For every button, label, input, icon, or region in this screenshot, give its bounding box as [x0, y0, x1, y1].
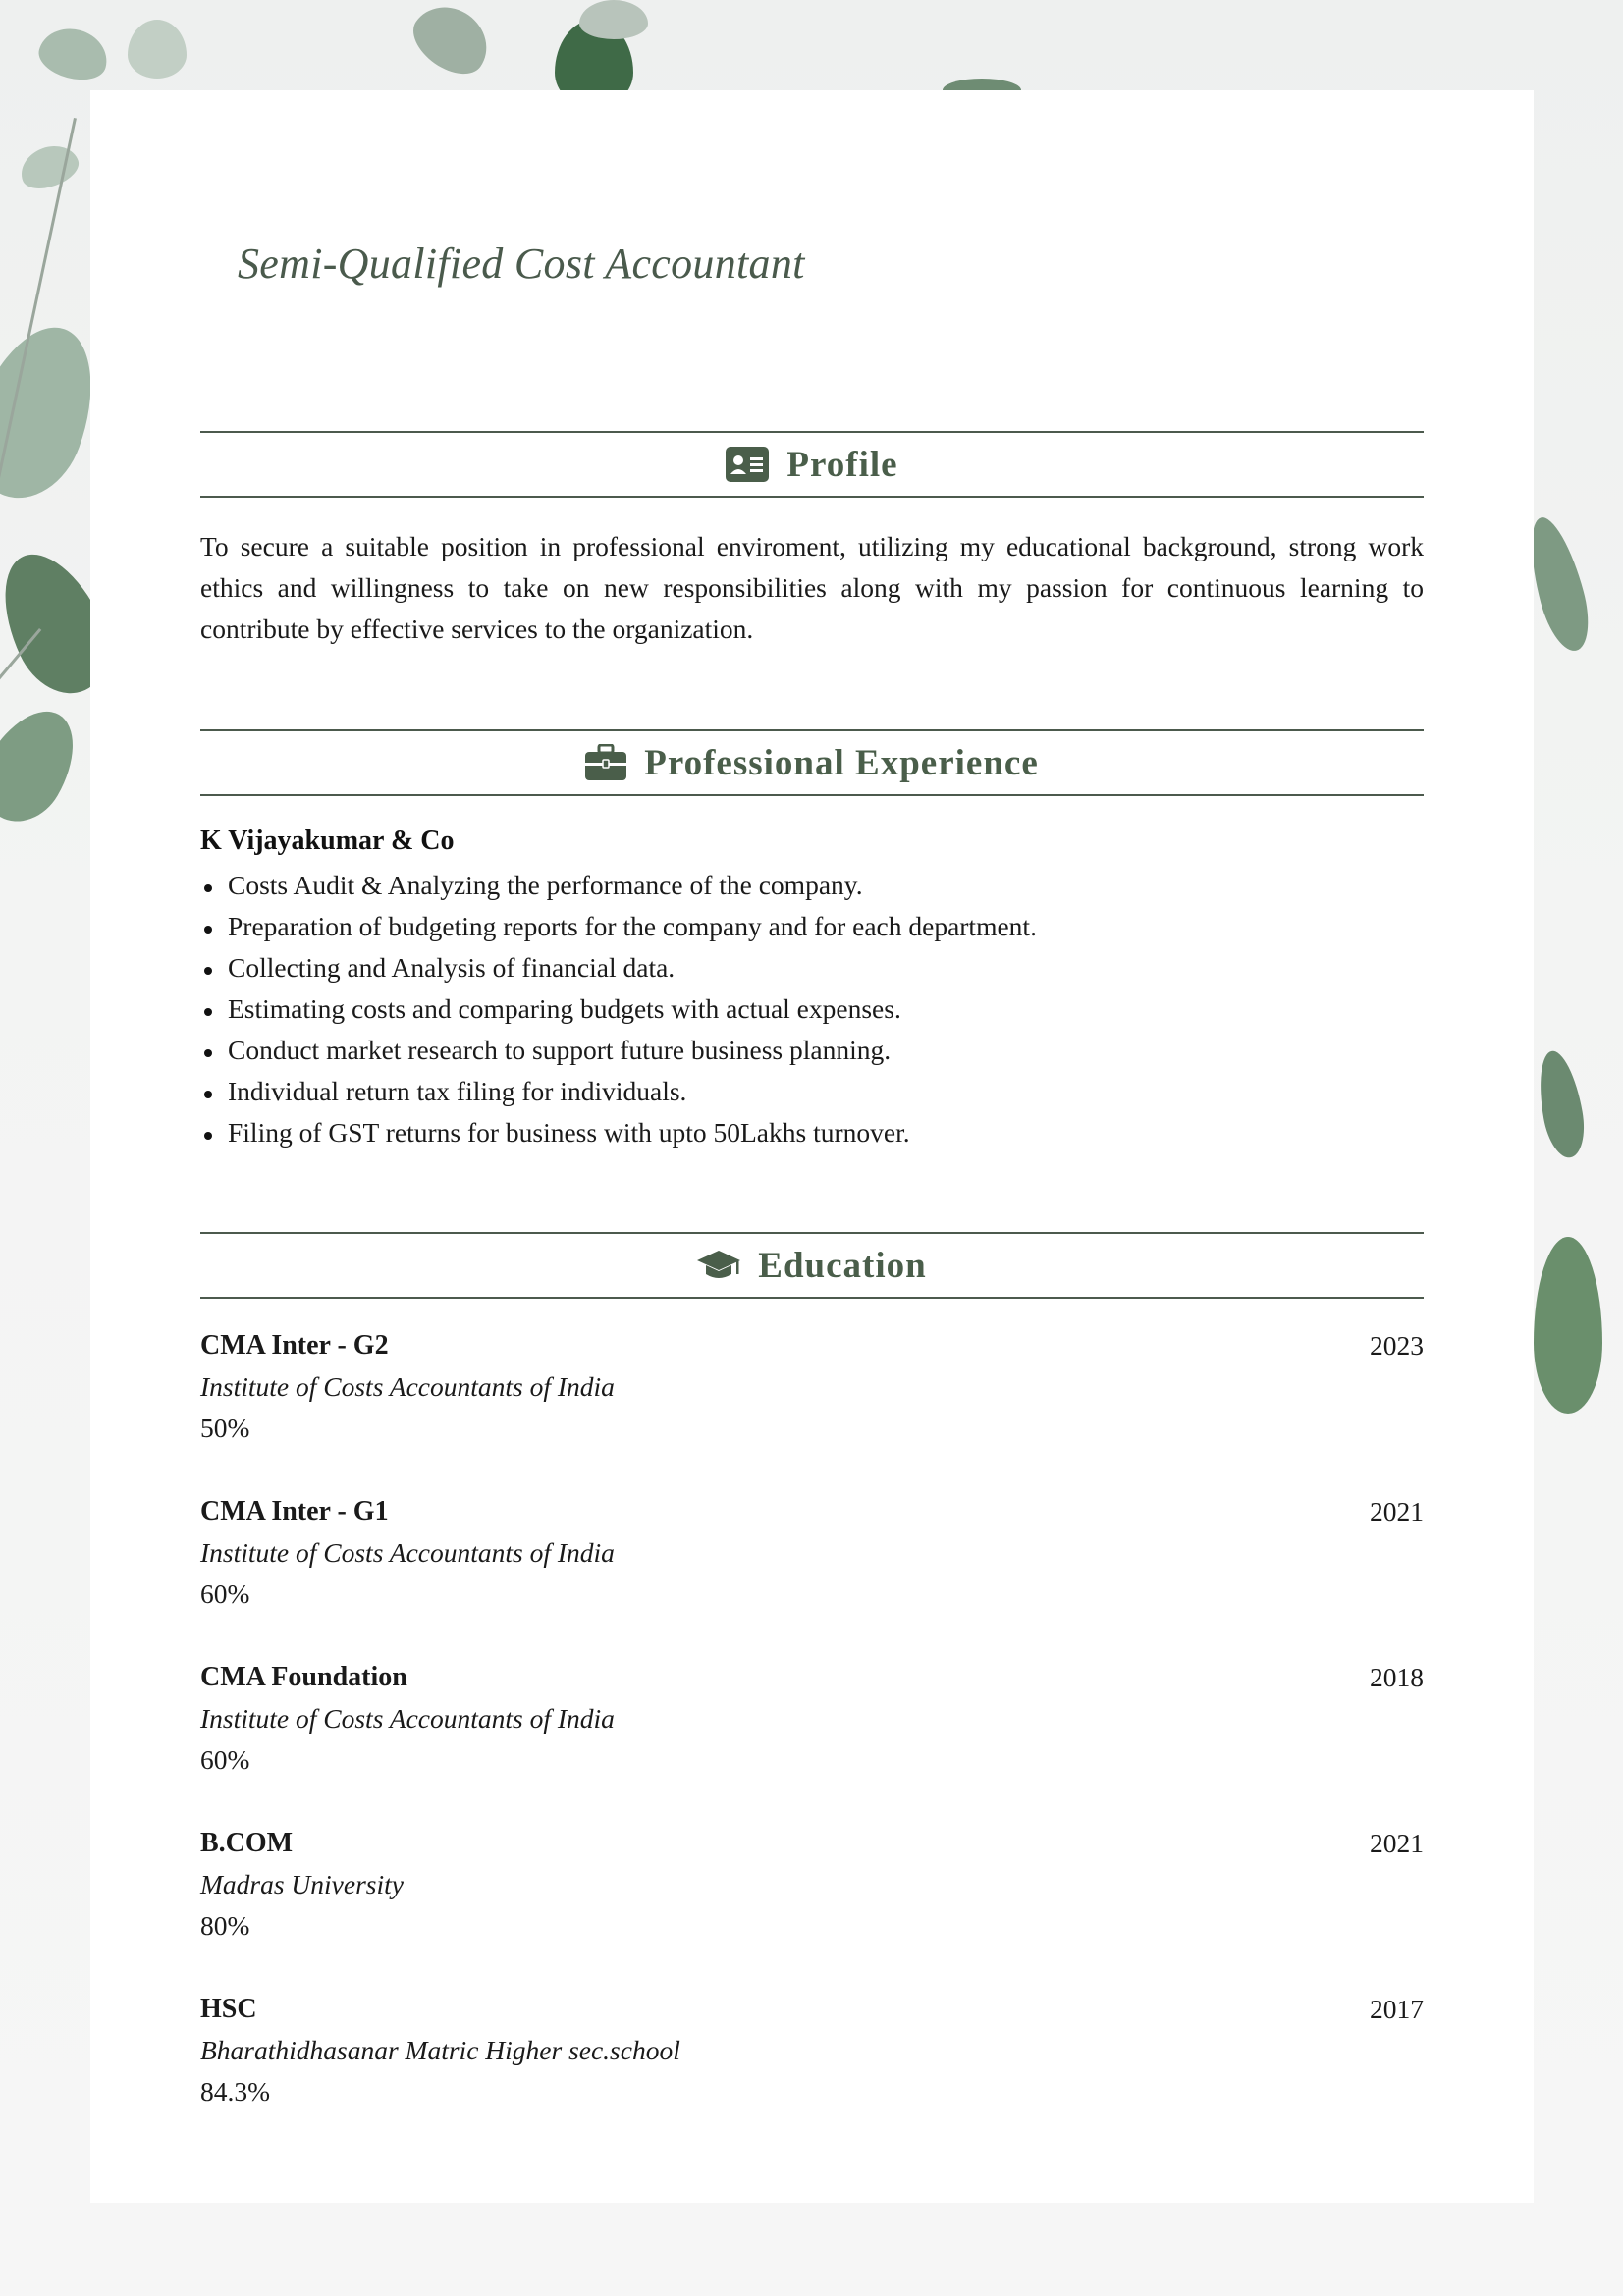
education-entry	[200, 1823, 1424, 1947]
institution-name: Institute of Costs Accountants of India	[200, 1371, 615, 1402]
profile-heading: Profile	[786, 444, 898, 485]
education-entry	[200, 1989, 1424, 2112]
degree-year: 2021	[1370, 1828, 1424, 1858]
list-item: Costs Audit & Analyzing the performance of the company.	[200, 865, 1037, 906]
experience-heading: Professional Experience	[644, 742, 1039, 783]
list-item: Conduct market research to support future business planning.	[200, 1030, 1037, 1071]
profile-section-header	[200, 431, 1424, 498]
education-entry	[200, 1325, 1424, 1449]
score: 80%	[200, 1910, 250, 1941]
score: 84.3%	[200, 2076, 271, 2107]
experience-section-header	[200, 729, 1424, 796]
institution-name: Bharathidhasanar Matric Higher sec.school	[200, 2035, 680, 2065]
education-entry	[200, 1491, 1424, 1615]
list-item: Individual return tax filing for individuals.	[200, 1071, 1037, 1112]
list-item: Preparation of budgeting reports for the company and for each department.	[200, 906, 1037, 947]
degree-name: CMA Inter - G2	[200, 1330, 389, 1361]
degree-year: 2021	[1370, 1496, 1424, 1526]
list-item: Filing of GST returns for business with upto 50Lakhs turnover.	[200, 1112, 1037, 1153]
degree-name: CMA Inter - G1	[200, 1496, 389, 1526]
profile-text: To secure a suitable position in professional enviroment, utilizing my educational background, strong work ethics and willingness to take on new responsibilities along with my passion for continuous learning to contribute by effective services to the organization.	[200, 531, 1424, 644]
list-item: Collecting and Analysis of financial data.	[200, 947, 1037, 988]
education-section-header	[200, 1232, 1424, 1299]
institution-name: Institute of Costs Accountants of India	[200, 1703, 615, 1734]
degree-year: 2023	[1370, 1330, 1424, 1361]
education-heading: Education	[758, 1245, 927, 1286]
education-entry	[200, 1657, 1424, 1781]
degree-name: CMA Foundation	[200, 1662, 407, 1692]
score: 50%	[200, 1413, 250, 1443]
score: 60%	[200, 1578, 250, 1609]
list-item: Estimating costs and comparing budgets with actual expenses.	[200, 988, 1037, 1030]
institution-name: Madras University	[200, 1869, 404, 1899]
degree-year: 2017	[1370, 1994, 1424, 2024]
company-name: K Vijayakumar & Co	[200, 826, 455, 856]
degree-name: HSC	[200, 1994, 257, 2024]
graduation-cap-icon	[697, 1249, 740, 1282]
degree-name: B.COM	[200, 1828, 294, 1858]
id-card-icon	[726, 447, 769, 482]
degree-year: 2018	[1370, 1662, 1424, 1692]
duties-list	[200, 865, 1037, 1153]
institution-name: Institute of Costs Accountants of India	[200, 1537, 615, 1568]
score: 60%	[200, 1744, 250, 1775]
page-title: Semi-Qualified Cost Accountant	[238, 240, 805, 288]
briefcase-icon	[585, 744, 626, 781]
